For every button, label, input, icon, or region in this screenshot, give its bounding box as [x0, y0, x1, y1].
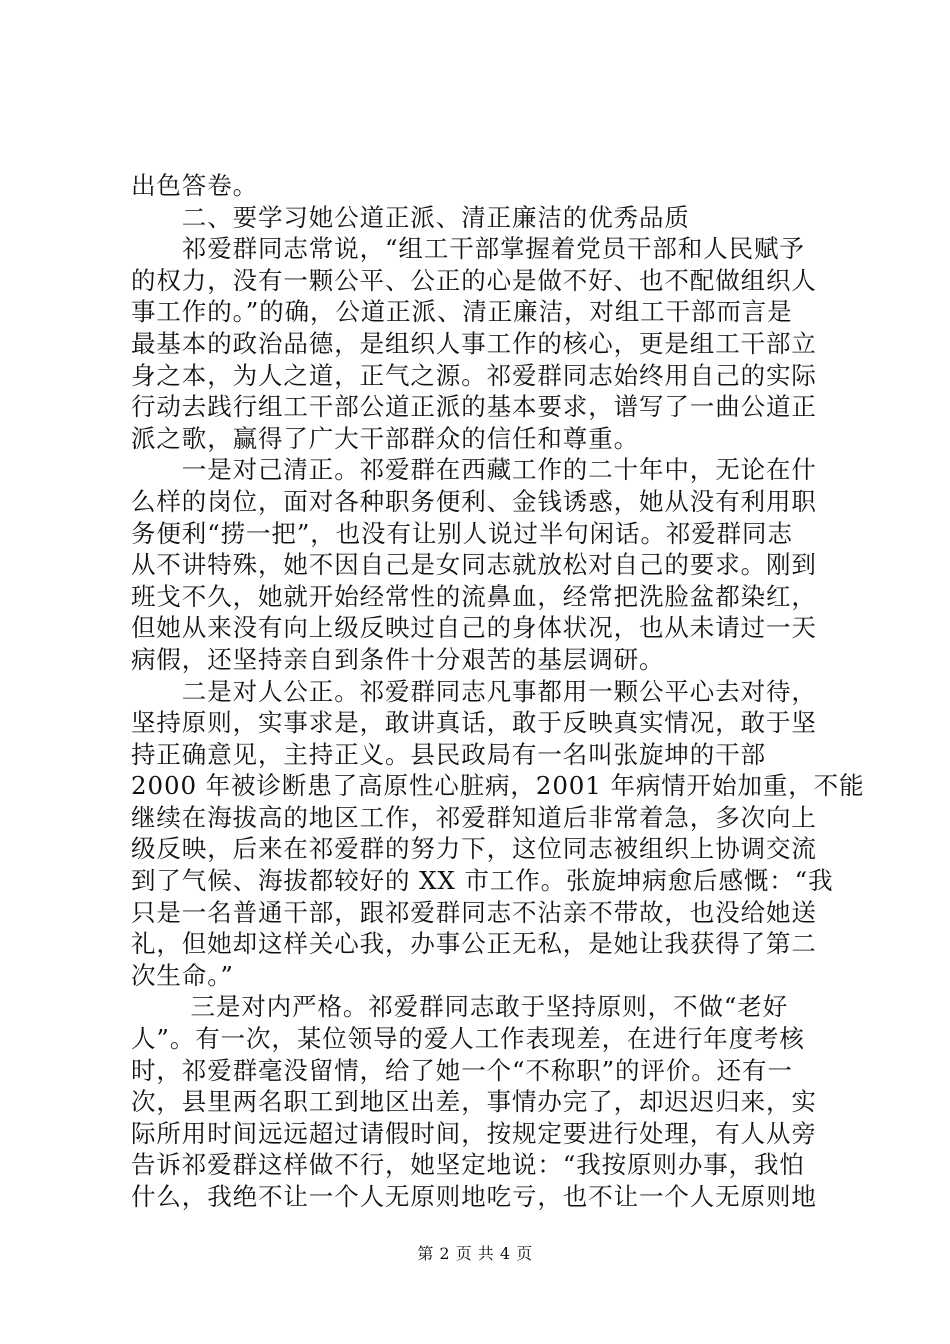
text-line: 祁爱群同志常说，“组工干部掌握着党员干部和人民赋予 — [131, 234, 805, 264]
text-line: 时，祁爱群毫没留情，给了她一个“不称职”的评价。还有一 — [131, 1055, 793, 1085]
text-line: 2000 年被诊断患了高原性心脏病，2001 年病情开始加重，不能 — [131, 771, 865, 801]
text-line: 到了气候、海拔都较好的 XX 市工作。张旋坤病愈后感慨：“我 — [131, 866, 834, 896]
text-line: 次，县里两名职工到地区出差，事情办完了，却迟迟归来，实 — [131, 1087, 817, 1117]
text-line: 礼，但她却这样关心我，办事公正无私，是她让我获得了第二 — [131, 929, 817, 959]
text-line: 三是对内严格。祁爱群同志敢于坚持原则，不做“老好 — [131, 992, 789, 1022]
text-line: 病假，还坚持亲自到条件十分艰苦的基层调研。 — [131, 644, 665, 674]
text-line: 班戈不久，她就开始经常性的流鼻血，经常把洗脸盆都染红， — [131, 581, 817, 611]
text-line: 行动去践行组工干部公道正派的基本要求，谱写了一曲公道正 — [131, 392, 817, 422]
page-footer: 第 2 页 共 4 页 — [417, 1244, 533, 1263]
text-line: 但她从来没有向上级反映过自己的身体状况，也从未请过一天 — [131, 613, 817, 643]
text-line: 只是一名普通干部，跟祁爱群同志不沾亲不带故，也没给她送 — [131, 897, 817, 927]
text-line: 什么，我绝不让一个人无原则地吃亏，也不让一个人无原则地 — [131, 1182, 817, 1211]
text-line: 事工作的。”的确，公道正派、清正廉洁，对组工干部而言是 — [131, 297, 793, 327]
document-body — [131, 170, 865, 1213]
text-line: 身之本，为人之道，正气之源。祁爱群同志始终用自己的实际 — [131, 360, 817, 390]
text-line: 持正确意见，主持正义。县民政局有一名叫张旋坤的干部 — [131, 739, 766, 769]
text-line: 的权力，没有一颗公平、公正的心是做不好、也不配做组织人 — [131, 265, 817, 295]
text-line: 人”。有一次，某位领导的爱人工作表现差，在进行年度考核 — [131, 1024, 805, 1054]
text-line: 坚持原则，实事求是，敢讲真话，敢于反映真实情况，敢于坚 — [131, 708, 817, 738]
text-line: 二、要学习她公道正派、清正廉洁的优秀品质 — [131, 202, 690, 232]
text-line: 次生命。” — [131, 960, 234, 990]
text-line: 二是对人公正。祁爱群同志凡事都用一颗公平心去对待， — [131, 676, 817, 706]
text-line: 告诉祁爱群这样做不行，她坚定地说：“我按原则办事，我怕 — [131, 1150, 805, 1180]
text-line: 一是对己清正。祁爱群在西藏工作的二十年中，无论在什 — [131, 455, 817, 485]
text-line: 最基本的政治品德，是组织人事工作的核心，更是组工干部立 — [131, 328, 817, 358]
text-line: 出色答卷。 — [131, 171, 258, 200]
text-line: 派之歌，赢得了广大干部群众的信任和尊重。 — [131, 423, 639, 453]
text-line: 从不讲特殊，她不因自己是女同志就放松对自己的要求。刚到 — [131, 550, 817, 580]
text-line: 务便利“捞一把”，也没有让别人说过半句闲话。祁爱群同志 — [131, 518, 793, 548]
text-line: 继续在海拔高的地区工作，祁爱群知道后非常着急，多次向上 — [131, 802, 817, 832]
text-line: 际所用时间远远超过请假时间，按规定要进行处理，有人从旁 — [131, 1118, 817, 1148]
text-line: 级反映，后来在祁爱群的努力下，这位同志被组织上协调交流 — [131, 834, 817, 864]
text-line: 么样的岗位，面对各种职务便利、金钱诱惑，她从没有利用职 — [131, 486, 817, 516]
